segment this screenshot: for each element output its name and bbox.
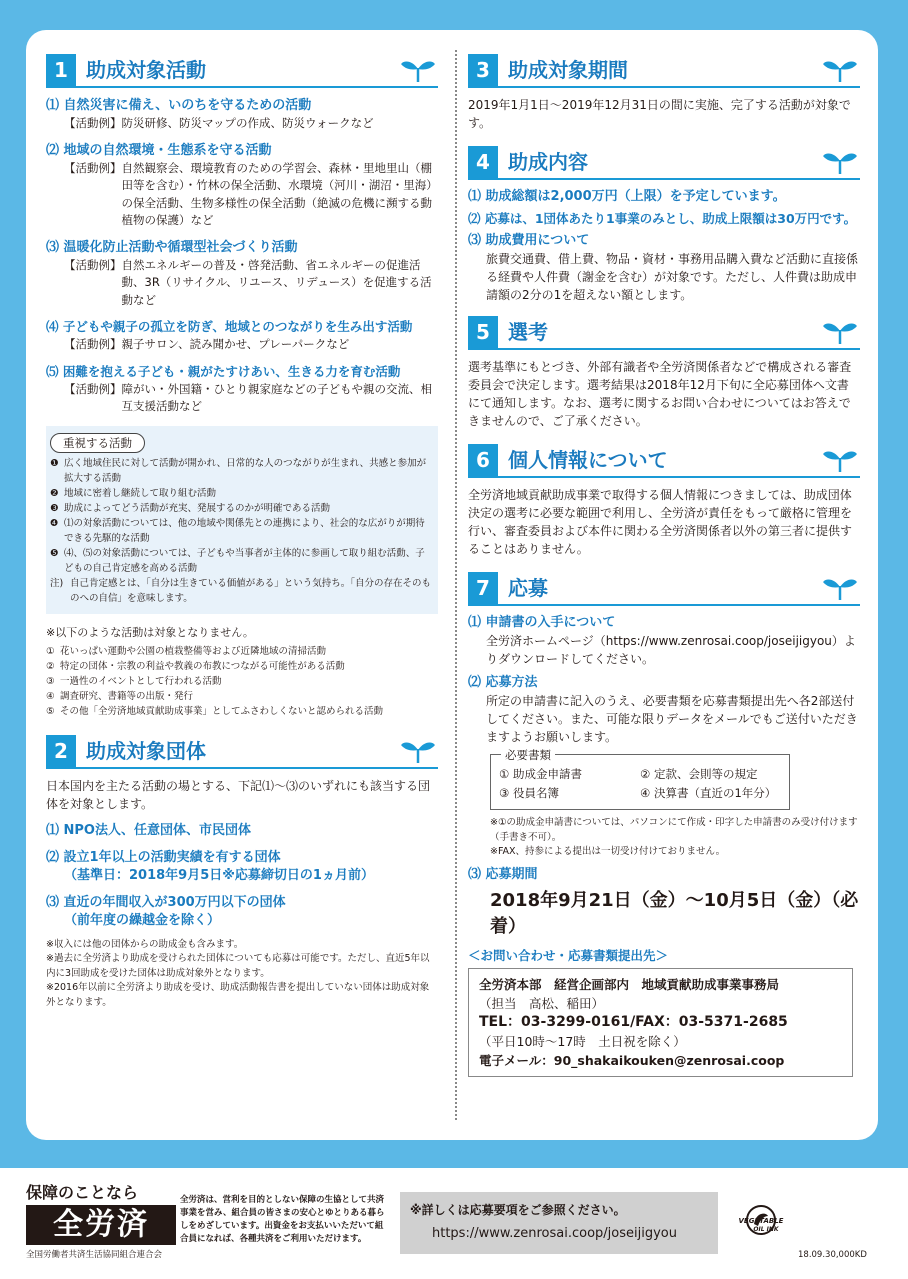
left-column	[46, 52, 438, 1010]
sprout-icon	[400, 56, 436, 82]
required-documents-box	[490, 748, 790, 810]
section-5-header	[468, 314, 860, 350]
section-number: 5	[468, 316, 498, 348]
application-period: 2018年9月21日（金）〜10月5日（金）（必着）	[490, 889, 859, 937]
documents-row	[499, 784, 781, 803]
footer	[0, 1168, 908, 1279]
excluded-item	[46, 644, 438, 659]
note-line: ※過去に全労済より助成を受けられた団体についても応募は可能です。ただし、直近5年以内に3回助成を受けた団体は助成対象外となります。	[46, 953, 430, 979]
example-text: 障がい・外国籍・ひとり親家庭などの子どもや親の交流、相互支援活動など	[121, 381, 432, 413]
focus-item	[50, 486, 432, 501]
activity-example	[46, 336, 438, 354]
example-label: 【活動例】	[64, 381, 122, 396]
example-text: 親子サロン、読み聞かせ、プレーパークなど	[121, 337, 350, 351]
group-criteria-3: ⑶ 直近の年間収入が300万円以下の団体	[46, 894, 286, 910]
section-title: 助成対象団体	[86, 738, 206, 763]
document-item: ② 定款、会則等の規定	[640, 767, 758, 781]
application-period-heading: ⑶ 応募期間	[468, 866, 538, 882]
sprout-icon	[822, 56, 858, 82]
excluded-item	[46, 659, 438, 674]
group-criteria-3-sub: （前年度の繰越金を除く）	[64, 912, 221, 928]
focus-marker: ❶	[50, 457, 59, 469]
activity-item-2	[46, 142, 438, 230]
excluded-item	[46, 674, 438, 689]
activity-heading: ⑴ 自然災害に備え、いのちを守るための活動	[46, 98, 312, 113]
excluded-text: 調査研究、書籍等の出版・発行	[60, 690, 194, 702]
focus-activities-box	[46, 426, 438, 614]
excluded-marker: ④	[46, 690, 55, 702]
focus-item	[50, 501, 432, 516]
application-download-body: 全労済ホームページ（https://www.zenrosai.coop/joseijigyou）よりダウンロードしてください。	[486, 634, 856, 666]
section-title: 選考	[508, 320, 548, 344]
example-text: 自然エネルギーの普及・啓発活動、省エネルギーの促進活動、3R（リサイクル、リユース、リデュース）を促進する活動など	[121, 257, 432, 307]
zenrosai-logo	[26, 1180, 176, 1260]
section-6-body: 全労済地域貢献助成事業で取得する個人情報につきましては、助成団体決定の選考に必要な範囲で利用し、全労済が責任をもって厳格に管理を行い、審査委員および本件に関わる全労済関係者以外の第三者に提供することはありません。	[468, 488, 853, 556]
application-note: ※①の助成金申請書については、パソコンにて作成・印字した申請書のみ受け付けます（手書き不可）。	[490, 817, 858, 843]
example-label: 【活動例】	[64, 116, 122, 130]
section-number: 4	[468, 146, 498, 178]
excluded-marker: ①	[46, 645, 55, 657]
logo-mark: 全労済	[26, 1205, 176, 1245]
group-criteria-2-sub: （基準日：2018年9月5日※応募締切日の1ヵ月前）	[64, 867, 374, 883]
focus-text: 助成によってどう活動が充実、発展するのかが明確である活動	[64, 502, 331, 514]
excluded-item	[46, 704, 438, 719]
section-1-header	[46, 52, 438, 88]
activity-heading: ⑵ 地域の自然環境・生態系を守る活動	[46, 142, 272, 158]
document-item: ① 助成金申請書	[499, 767, 582, 781]
activity-item-5	[46, 363, 438, 416]
focus-text: 広く地域住民に対して活動が開かれ、日常的な人のつながりが生まれ、共感と参加が拡大する活動	[64, 457, 427, 484]
more-info-text: ※詳しくは応募要項をご参照ください。	[410, 1203, 626, 1217]
contact-phone: TEL：03-3299-0161/FAX：03-5371-2685	[479, 1013, 788, 1030]
sprout-icon	[822, 446, 858, 472]
excluded-text: 一過性のイベントとして行われる活動	[60, 675, 222, 687]
logo-slogan: 保障のことなら	[26, 1183, 139, 1202]
document-item: ④ 決算書（直近の1年分）	[640, 786, 777, 800]
contact-staff: （担当 高松、稲田）	[479, 995, 605, 1011]
section-number: 2	[46, 735, 76, 767]
note-line: ※2016年以前に全労済より助成を受け、助成活動報告書を提出していない団体は助成対象外となります。	[46, 982, 430, 1008]
example-label: 【活動例】	[64, 257, 122, 272]
focus-item	[50, 546, 432, 576]
excluded-text: その他「全労済地域貢献助成事業」としてふさわしくないと認められる活動	[60, 705, 384, 717]
section-3-body: 2019年1月1日〜2019年12月31日の間に実施、完了する活動が対象です。	[468, 98, 851, 130]
example-label: 【活動例】	[64, 160, 122, 175]
grant-limit: ⑵ 応募は、1団体あたり1事業のみとし、助成上限額は30万円です。	[468, 211, 857, 226]
focus-text: ⑴の対象活動については、他の地域や関係先との連携により、社会的な広がりが期待できる先駆的な活動	[64, 517, 425, 544]
right-column	[468, 52, 860, 1077]
grant-expenses-body: 旅費交通費、借上費、物品・資材・事務用品購入費など活動に直接係る経費や人件費（謝金を含む）が対象です。ただし、人件費は助成申請額の2分の1を超えない額とします。	[486, 252, 859, 302]
section-2-header	[46, 733, 438, 769]
contact-label: ＜お問い合わせ・応募書類提出先＞	[468, 947, 669, 963]
contact-org: 全労済本部 経営企画部内 地域貢献助成事業事務局	[479, 976, 780, 992]
example-label: 【活動例】	[64, 337, 122, 351]
section-title: 助成内容	[508, 150, 588, 174]
application-download-heading: ⑴ 申請書の入手について	[468, 615, 616, 630]
group-criteria-2: ⑵ 設立1年以上の活動実績を有する団体	[46, 849, 281, 865]
sprout-icon	[822, 148, 858, 174]
contact-box	[468, 968, 853, 1077]
activity-example	[46, 381, 438, 416]
veg-text-2: OIL INK	[753, 1226, 779, 1233]
grant-expenses-heading: ⑶ 助成費用について	[468, 233, 590, 248]
note-marker: 注)	[50, 577, 64, 589]
more-info-box	[400, 1192, 718, 1254]
section-2-notes	[46, 938, 438, 1011]
more-info-url[interactable]: https://www.zenrosai.coop/joseijigyou	[432, 1226, 677, 1241]
section-number: 6	[468, 444, 498, 476]
focus-marker: ❸	[50, 502, 59, 514]
focus-marker: ❹	[50, 517, 59, 529]
activity-example	[46, 115, 438, 133]
grant-total: ⑴ 助成総額は2,000万円（上限）を予定しています。	[468, 189, 786, 204]
activity-heading: ⑷ 子どもや親子の孤立を防ぎ、地域とのつながりを生み出す活動	[46, 319, 413, 334]
documents-row	[499, 765, 781, 784]
section-6-header	[468, 442, 860, 478]
footer-description: 全労済は、営利を目的としない保障の生協として共済事業を営み、組合員の皆さまの安心とゆとりある暮らしをめざしています。出資金をお支払いいただいて組合員になれば、各種共済をご利用いただけます。	[180, 1195, 385, 1244]
application-note: ※FAX、持参による提出は一切受け付けておりません。	[490, 846, 726, 857]
focus-marker: ❺	[50, 547, 59, 559]
activity-item-1	[46, 97, 438, 133]
excluded-text: 花いっぱい運動や公園の植栽整備等および近隣地域の清掃活動	[60, 645, 327, 657]
example-text: 自然観察会、環境教育のための学習会、森林・里地里山（棚田等を含む）・竹林の保全活動、水環境（河川・湖沼・里海）の保全活動、生物多様性の保全活動（絶滅の危機に瀕する動植物の保護）など	[121, 160, 438, 227]
section-title: 応募	[508, 576, 548, 600]
focus-text: 地域に密着し継続して取り組む活動	[64, 487, 217, 499]
activity-example	[46, 160, 438, 230]
excluded-marker: ⑤	[46, 705, 55, 717]
section-5-body: 選考基準にもとづき、外部有識者や全労済関係者などで構成される審査委員会で決定します。選考結果は2018年12月下旬に全応募団体へ文書にて通知します。なお、選考に関するお問い合わせについてはお答えできませんので、ご了承ください。	[468, 360, 852, 428]
application-method-body: 所定の申請書に記入のうえ、必要書類を応募書類提出先へ各2部送付してください。また、可能な限りデータをメールでもご送付いただきますようお願いします。	[486, 694, 858, 744]
focus-title: 重視する活動	[50, 433, 145, 453]
note-text: 自己肯定感とは、「自分は生きている価値がある」という気持ち。「自分の存在そのものへの自信」を意味します。	[70, 577, 432, 604]
focus-marker: ❷	[50, 487, 59, 499]
activity-item-3	[46, 239, 438, 310]
sprout-icon	[822, 318, 858, 344]
excluded-text: 特定の団体・宗教の利益や教義の布教につながる可能性がある活動	[60, 660, 345, 672]
excluded-marker: ③	[46, 675, 55, 687]
activity-item-4	[46, 318, 438, 354]
example-text: 防災研修、防災マップの作成、防災ウォークなど	[121, 116, 374, 130]
group-criteria-1: ⑴ NPO法人、任意団体、市民団体	[46, 822, 251, 838]
section-number: 3	[468, 54, 498, 86]
excluded-item	[46, 689, 438, 704]
note-line: ※収入には他の団体からの助成金も含みます。	[46, 938, 244, 950]
focus-note	[50, 576, 432, 606]
logo-org-name: 全国労働者共済生活協同組合連合会	[26, 1250, 163, 1260]
sprout-icon	[400, 737, 436, 763]
focus-text: ⑷、⑸の対象活動については、子どもや当事者が主体的に参画して取り組む活動、子どもの自己肯定感を高める活動	[64, 547, 425, 574]
column-divider	[455, 50, 457, 1120]
section-title: 助成対象期間	[508, 58, 628, 82]
excluded-activities	[46, 624, 438, 719]
section-title: 個人情報について	[508, 448, 668, 472]
print-code: 18.09.30,000KD	[798, 1250, 867, 1260]
activity-heading: ⑶ 温暖化防止活動や循環型社会づくり活動	[46, 239, 298, 255]
section-number: 1	[46, 54, 76, 86]
vegetable-oil-ink-logo	[726, 1198, 796, 1242]
document-item: ③ 役員名簿	[499, 786, 559, 800]
section-7-header	[468, 570, 860, 606]
section-3-header	[468, 52, 860, 88]
contact-email: 電子メール：90_shakaikouken@zenrosai.coop	[479, 1052, 785, 1068]
vegetable-oil-ink-icon	[726, 1198, 796, 1242]
section-number: 7	[468, 572, 498, 604]
focus-item	[50, 456, 432, 486]
activity-example	[46, 257, 438, 310]
focus-item	[50, 516, 432, 546]
section-2-intro: 日本国内を主たる活動の場とする、下記⑴〜⑶のいずれにも該当する団体を対象とします。	[46, 778, 431, 811]
sprout-icon	[822, 574, 858, 600]
activity-heading: ⑸ 困難を抱える子ども・親がたすけあい、生きる力を育む活動	[46, 363, 401, 379]
veg-text-1: VEGETABLE	[738, 1217, 784, 1225]
section-4-header	[468, 144, 860, 180]
contact-hours: （平日10時〜17時 土日祝を除く）	[479, 1033, 686, 1049]
required-documents-title: 必要書類	[501, 746, 555, 765]
excluded-title: ※以下のような活動は対象となりません。	[46, 625, 254, 639]
section-title: 助成対象活動	[86, 58, 206, 82]
application-method-heading: ⑵ 応募方法	[468, 675, 538, 690]
excluded-marker: ②	[46, 660, 55, 672]
